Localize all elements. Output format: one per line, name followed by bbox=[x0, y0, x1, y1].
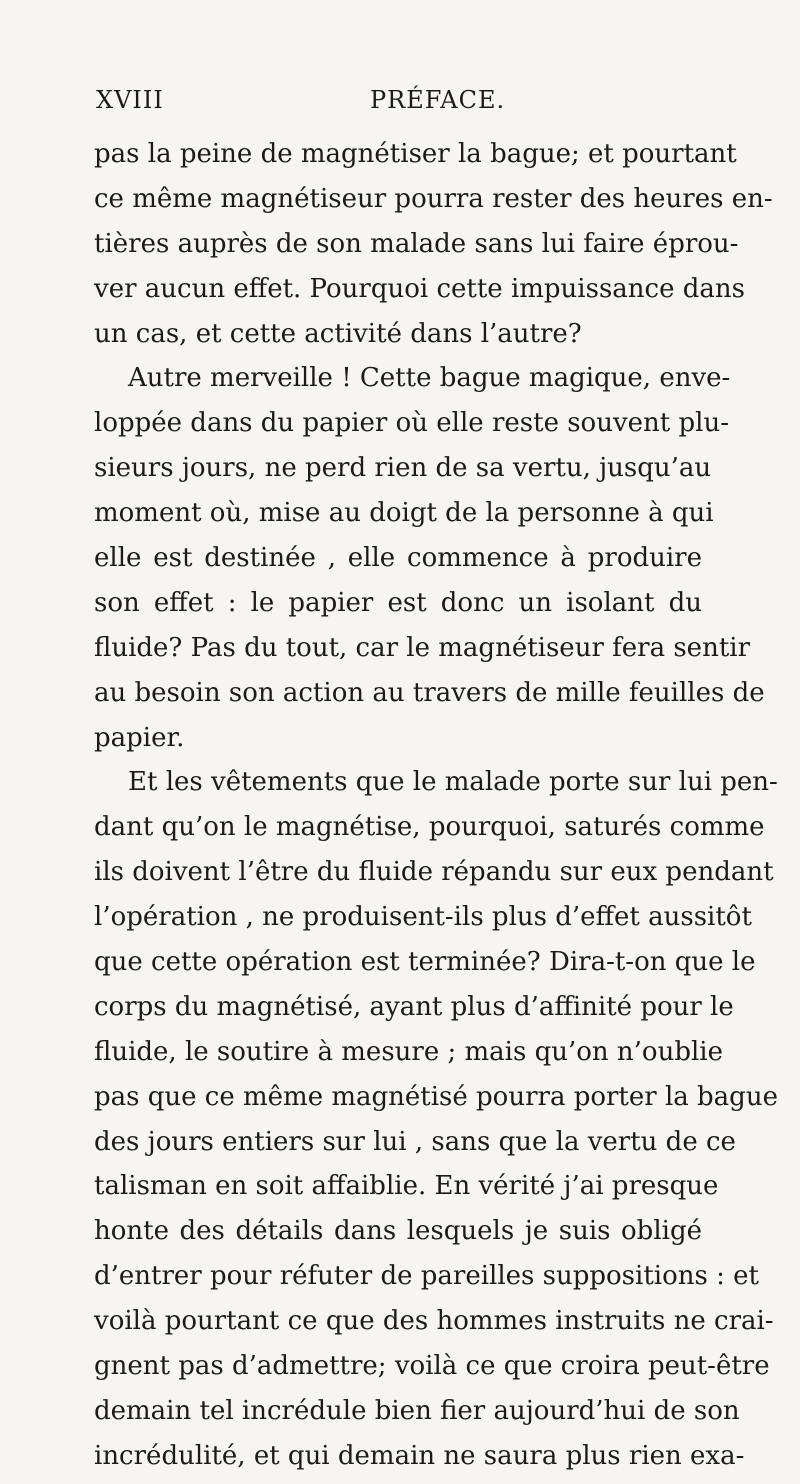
text-line: honte des détails dans lesquels je suis obligé bbox=[94, 1216, 702, 1247]
text-line: des jours entiers sur lui , sans que la vertu de ce bbox=[94, 1126, 736, 1157]
text-line: demain tel incrédule bien fier aujourd’hui de son bbox=[94, 1395, 740, 1426]
text-line: loppée dans du papier où elle reste souvent plu- bbox=[94, 408, 729, 439]
text-line: ce même magnétiseur pourra rester des heures en- bbox=[94, 183, 773, 214]
text-line: Autre merveille ! Cette bague magique, enve- bbox=[128, 363, 731, 394]
text-line: fluide? Pas du tout, car le magnétiseur fera sentir bbox=[94, 632, 751, 663]
text-line: l’opération , ne produisent-ils plus d’effet aussitôt bbox=[94, 902, 752, 933]
text-line: ils doivent l’être du fluide répandu sur eux pendant bbox=[94, 857, 774, 888]
text-line: d’entrer pour réfuter de pareilles suppositions : et bbox=[94, 1261, 759, 1292]
text-line: dant qu’on le magnétise, pourquoi, saturés comme bbox=[94, 812, 765, 843]
text-line: sieurs jours, ne perd rien de sa vertu, jusqu’au bbox=[94, 453, 712, 484]
text-line: ver aucun effet. Pourquoi cette impuissance dans bbox=[94, 273, 745, 304]
page-number: XVIII bbox=[96, 86, 164, 114]
text-line: au besoin son action au travers de mille feuilles de bbox=[94, 677, 765, 708]
text-line: talisman en soit affaiblie. En vérité j’ai presque bbox=[94, 1171, 719, 1202]
text-line: que cette opération est terminée? Dira-t-on que le bbox=[94, 947, 756, 978]
text-line: un cas, et cette activité dans l’autre? bbox=[94, 318, 582, 349]
running-title: PRÉFACE. bbox=[370, 86, 506, 114]
text-line: pas que ce même magnétisé pourra porter la bague bbox=[94, 1081, 778, 1112]
text-line: papier. bbox=[94, 722, 185, 753]
page-header bbox=[96, 86, 696, 122]
text-line: incrédulité, et qui demain ne saura plus rien exa- bbox=[94, 1440, 745, 1471]
text-line: fluide, le soutire à mesure ; mais qu’on n’oublie bbox=[94, 1036, 723, 1067]
text-line: gnent pas d’admettre; voilà ce que croira peut-être bbox=[94, 1351, 770, 1382]
text-line: pas la peine de magnétiser la bague; et pourtant bbox=[94, 139, 737, 169]
text-line: son effet : le papier est donc un isolant du bbox=[94, 587, 702, 618]
text-line: moment où, mise au doigt de la personne à qui bbox=[94, 498, 714, 529]
text-line: Et les vêtements que le malade porte sur lui pen- bbox=[128, 767, 778, 798]
text-line: voilà pourtant ce que des hommes instruits ne crai- bbox=[94, 1306, 774, 1337]
text-line: elle est destinée , elle commence à produire bbox=[94, 543, 702, 574]
body-text bbox=[94, 132, 778, 1479]
text-line: tières auprès de son malade sans lui faire éprou- bbox=[94, 228, 739, 259]
text-line: corps du magnétisé, ayant plus d’affinité pour le bbox=[94, 991, 734, 1022]
